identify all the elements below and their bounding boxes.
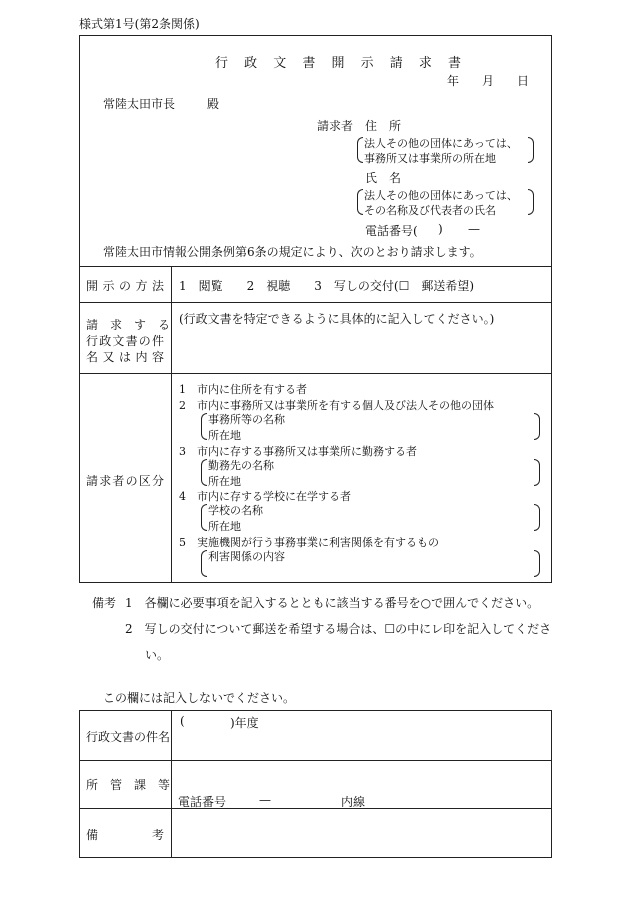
classification-item-3: 3 市内に存する事務所又は事業所に勤務する者 [179, 445, 417, 458]
note-1: 1 各欄に必要事項を記入するとともに該当する番号を○で囲んでください。 [125, 596, 540, 610]
date-day: 日 [517, 74, 530, 88]
name-note-1: 法人その他の団体にあっては、 [364, 189, 518, 202]
bracket-left [357, 189, 363, 215]
bracket-right [528, 189, 534, 215]
bracket-left [201, 550, 207, 577]
disclosure-method-options: 1 閲覧 2 視聴 3 写しの交付(☐ 郵送希望) [179, 279, 475, 293]
phone-dash: — [468, 222, 480, 236]
classification-item-2: 2 市内に事務所又は事業所を有する個人及び法人その他の団体 [179, 399, 494, 412]
office-dept-label: 所 管 課 等 [86, 778, 171, 792]
requester-label: 請求者 [317, 119, 354, 133]
phone-paren-close: ) [438, 222, 443, 236]
document-name-label-3: 名 又 は 内 容 [86, 350, 164, 364]
form-title: 行 政 文 書 開 示 請 求 書 [215, 56, 468, 71]
item-4-sub-1: 学校の名称 [208, 504, 263, 517]
name-note-2: その名称及び代表者の氏名 [364, 204, 496, 217]
item-5-sub-1: 利害関係の内容 [208, 550, 285, 563]
disclosure-method-label-text: 開 示 の 方 法 [86, 279, 164, 293]
name-label: 氏 名 [365, 171, 402, 185]
row-divider [79, 760, 552, 761]
date-year: 年 [447, 74, 460, 88]
item-2-sub-2: 所在地 [208, 429, 241, 442]
classification-item-1: 1 市内に住所を有する者 [179, 383, 307, 396]
bracket-right [534, 550, 540, 577]
classification-item-4: 4 市内に存する学校に在学する者 [179, 490, 351, 503]
note-2-line-2: い。 [145, 648, 170, 662]
office-extension-label: 内線 [341, 795, 366, 809]
office-remarks-label: 備 考 [86, 828, 164, 842]
notes-heading: 備考 [92, 596, 117, 610]
request-statement: 常陸太田市情報公開条例第6条の規定により、次のとおり請求します。 [103, 245, 482, 259]
bracket-left [357, 137, 363, 163]
item-2-sub-1: 事務所等の名称 [208, 413, 285, 426]
office-phone-dash: — [259, 793, 271, 807]
row-divider [79, 302, 552, 303]
bracket-right [528, 137, 534, 163]
document-name-instruction: (行政文書を特定できるように具体的に記入してください。) [179, 312, 495, 326]
column-divider [171, 710, 172, 858]
bracket-left [201, 459, 207, 486]
item-4-sub-2: 所在地 [208, 520, 241, 533]
row-divider [79, 373, 552, 374]
row-divider [79, 266, 552, 267]
row-divider [79, 808, 552, 809]
item-3-sub-1: 勤務先の名称 [208, 459, 274, 472]
bracket-right [534, 504, 540, 531]
form-number: 様式第1号(第2条関係) [79, 17, 200, 31]
addressee: 常陸太田市長 [103, 97, 176, 111]
fiscal-year-open: ( [180, 714, 185, 728]
address-note-1: 法人その他の団体にあっては、 [364, 137, 518, 150]
office-use-caption: この欄には記入しないでください。 [103, 691, 296, 705]
document-name-label-1: 請 求 す る [86, 318, 171, 332]
address-note-2: 事務所又は事業所の所在地 [364, 152, 496, 165]
phone-label: 電話番号( [365, 224, 418, 238]
column-divider [171, 266, 172, 583]
address-label: 住 所 [365, 119, 402, 133]
bracket-left [201, 413, 207, 440]
office-phone-label: 電話番号 [178, 795, 227, 809]
classification-label: 請求者の区分 [86, 474, 164, 488]
bracket-left [201, 504, 207, 531]
bracket-right [534, 459, 540, 486]
classification-item-5: 5 実施機関が行う事務事業に利害関係を有するもの [179, 536, 439, 549]
note-2-line-1: 2 写しの交付について郵送を希望する場合は、☐の中にレ印を記入してくださ [125, 622, 552, 636]
office-doc-name-label: 行政文書の件名 [86, 730, 171, 744]
date-month: 月 [482, 74, 495, 88]
fiscal-year-close: )年度 [230, 716, 259, 730]
bracket-right [534, 413, 540, 440]
document-name-label-2: 行政文書の件 [86, 334, 164, 348]
disclosure-method-label [86, 277, 164, 294]
honorific: 殿 [207, 97, 220, 111]
item-3-sub-2: 所在地 [208, 475, 241, 488]
